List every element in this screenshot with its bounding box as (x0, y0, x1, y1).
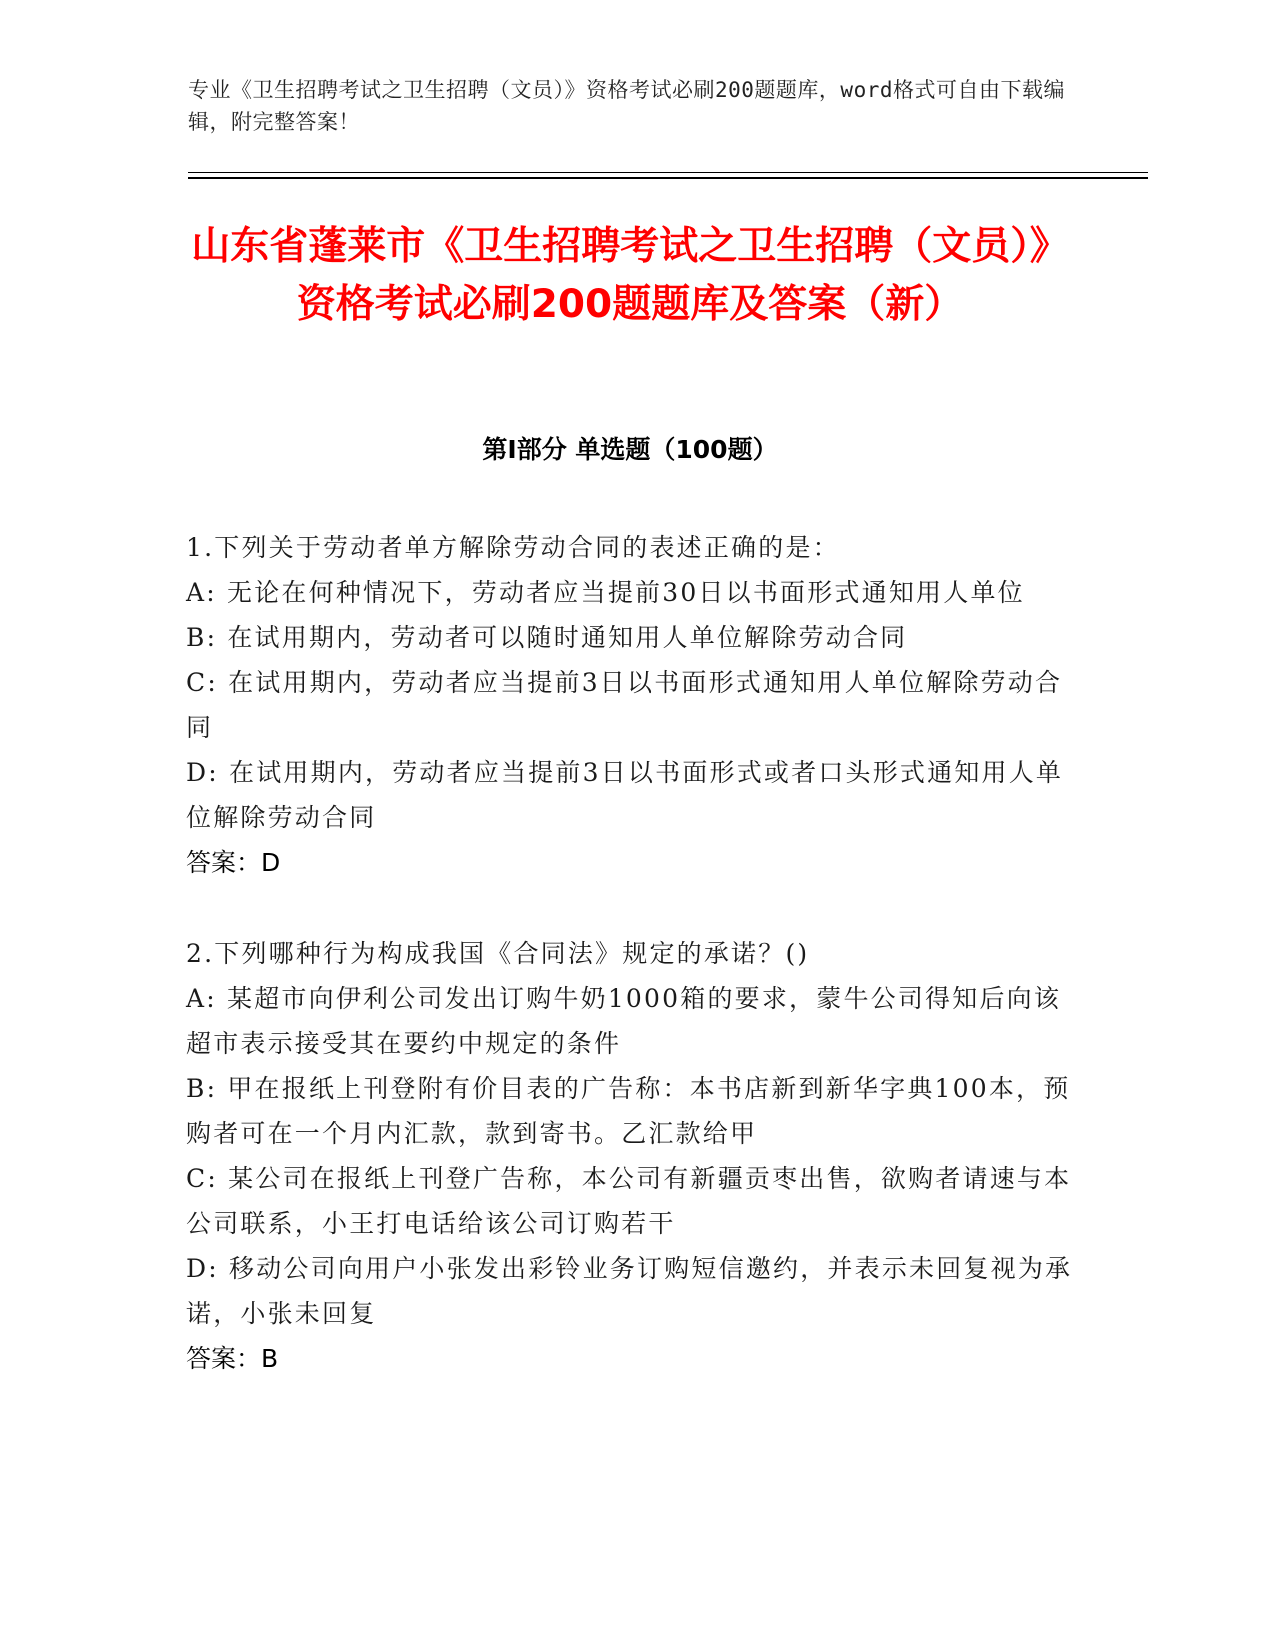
option-b: B: 甲在报纸上刊登附有价目表的广告称：本书店新到新华字典100本，预购者可在一个月内汇款，款到寄书。乙汇款给甲 (186, 1074, 1071, 1148)
answer-label: 答案：D (186, 848, 281, 877)
question-stem: 2.下列哪种行为构成我国《合同法》规定的承诺？() (186, 939, 810, 968)
option-c: C: 在试用期内，劳动者应当提前3日以书面形式通知用人单位解除劳动合同 (186, 668, 1063, 742)
option-d: D: 在试用期内，劳动者应当提前3日以书面形式或者口头形式通知用人单位解除劳动合同 (186, 758, 1064, 832)
document-title: 山东省蓬莱市《卫生招聘考试之卫生招聘（文员）》资格考试必刷200题题库及答案（新） (191, 224, 1069, 327)
option-d: D: 移动公司向用户小张发出彩铃业务订购短信邀约，并表示未回复视为承诺，小张未回复 (186, 1254, 1073, 1328)
question-2 (186, 931, 1076, 1381)
header-divider-thin (188, 172, 1148, 173)
question-list (186, 525, 1076, 1427)
option-a: A: 无论在何种情况下，劳动者应当提前30日以书面形式通知用人单位 (186, 578, 1025, 607)
header-note: 专业《卫生招聘考试之卫生招聘（文员）》资格考试必刷200题题库，word格式可自由下载编辑，附完整答案！ (188, 78, 1065, 134)
question-1 (186, 525, 1076, 885)
section-title: 第I部分 单选题（100题） (482, 435, 778, 464)
option-b: B: 在试用期内，劳动者可以随时通知用人单位解除劳动合同 (186, 623, 908, 652)
header-divider-thick (188, 177, 1148, 179)
answer-label: 答案：B (186, 1344, 279, 1373)
option-a: A: 某超市向伊利公司发出订购牛奶1000箱的要求，蒙牛公司得知后向该超市表示接受其在要约中规定的条件 (186, 984, 1062, 1058)
question-stem: 1.下列关于劳动者单方解除劳动合同的表述正确的是： (186, 533, 840, 562)
option-c: C: 某公司在报纸上刊登广告称，本公司有新疆贡枣出售，欲购者请速与本公司联系，小王打电话给该公司订购若干 (186, 1164, 1072, 1238)
